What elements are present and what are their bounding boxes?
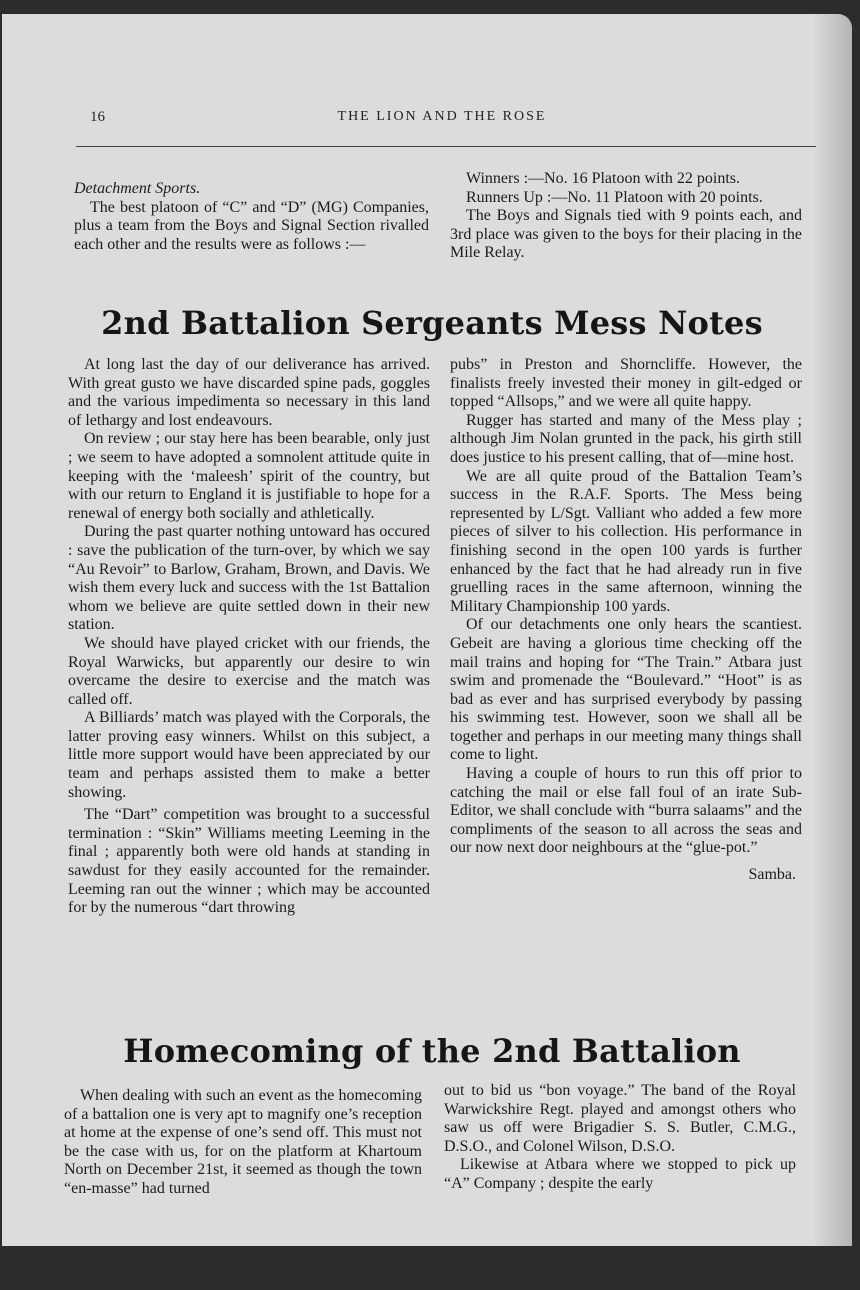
paragraph: A Billiards’ match was played with the Corporals, the latter proving easy winners. Whilst on this subject, a little more support would have been appreciated by our team and perhaps assisted them to make a better showing. <box>68 709 430 801</box>
detachment-sports-left <box>74 180 429 254</box>
homecoming-headline: Homecoming of the 2nd Battalion <box>123 1032 741 1070</box>
mess-notes-right-column <box>450 356 802 885</box>
paragraph: Rugger has started and many of the Mess play ; although Jim Nolan grunted in the pack, his girth still does justice to his present calling, that of—mine host. <box>450 411 802 466</box>
paragraph: pubs” in Preston and Shorncliffe. However, the finalists freely invested their money in gilt-edged or topped “Allsops,” and we were all quite happy. <box>450 356 802 411</box>
page-header <box>62 107 822 131</box>
paragraph: On review ; our stay here has been bearable, only just ; we seem to have adopted a somnolent attitude quite in keeping with the ‘maleesh’ spirit of the country, but with our return to England it is justifiable to hope for a renewal of energy both socially and athletically. <box>68 430 430 522</box>
runners-up-line: Runners Up :—No. 11 Platoon with 20 points. <box>466 188 763 206</box>
paragraph: When dealing with such an event as the homecoming of a battalion one is very apt to magnify one’s reception at home at the expense of one’s send off. This must not be the case with us, for on the platform at Khartoum North on December 21st, it seemed as though the town “en-masse” had turned <box>64 1087 422 1197</box>
paragraph: Likewise at Atbara where we stopped to pick up “A” Company ; despite the early <box>444 1156 796 1192</box>
paragraph: out to bid us “bon voyage.” The band of the Royal Warwickshire Regt. played and amongst others who saw us off were Brigadier S. S. Butler, C.M.G., D.S.O., and Colonel Wilson, D.S.O. <box>444 1082 796 1155</box>
mess-notes-left-column <box>68 356 430 918</box>
detachment-sports-right <box>450 170 802 263</box>
page-number: 16 <box>90 109 105 125</box>
winners-line: Winners :—No. 16 Platoon with 22 points. <box>466 170 741 187</box>
homecoming-right-column <box>444 1082 796 1194</box>
paragraph: The best platoon of “C” and “D” (MG) Companies, plus a team from the Boys and Signal Section rivalled each other and the results were as follows :— <box>74 198 429 253</box>
paragraph: During the past quarter nothing untoward has occured : save the publication of the turn-over, by which we say “Au Revoir” to Barlow, Graham, Brown, and Davis. We wish them every luck and success with the 1st Battalion whom we believe are quite settled down in their new station. <box>68 523 430 634</box>
paragraph: We are all quite proud of the Battalion Team’s success in the R.A.F. Sports. The Mess being represented by L/Sgt. Valliant who added a few more pieces of silver to his collection. His performance in finishing second in the open 100 yards is further enhanced by the fact that he had already run in five gruelling races in the same afternoon, winning the Military Championship 100 yards. <box>450 467 802 615</box>
mess-notes-headline: 2nd Battalion Sergeants Mess Notes <box>101 304 763 342</box>
paragraph: At long last the day of our deliverance has arrived. With great gusto we have discarded spine pads, goggles and the various impedimenta so necessary in this land of lethargy and lost endeavours. <box>68 356 430 429</box>
paragraph: Having a couple of hours to run this off prior to catching the mail or else fall foul of an irate Sub-Editor, we shall conclude with “burra salaams” and the compliments of the season to all across the seas and our now next door neighbours at the “glue-pot.” <box>450 765 802 857</box>
tie-paragraph: The Boys and Signals tied with 9 points each, and 3rd place was given to the boys for their placing in the Mile Relay. <box>450 207 802 262</box>
section-title: Detachment Sports. <box>74 180 201 197</box>
running-title: THE LION AND THE ROSE <box>337 109 547 124</box>
magazine-page <box>2 14 852 1246</box>
signature: Samba. <box>748 866 796 884</box>
header-rule <box>76 146 816 147</box>
paragraph: The “Dart” competition was brought to a successful termination : “Skin” Williams meeting Leeming in the final ; apparently both were old hands at standing in sawdust for they easily accounted for the remainder. Leeming ran out the winner ; which may be accounted for by the numerous “dart throwing <box>68 806 430 917</box>
homecoming-left-column <box>64 1087 422 1199</box>
paragraph: We should have played cricket with our friends, the Royal Warwicks, but apparently our desire to win overcame the desire to exercise and the match was called off. <box>68 634 430 708</box>
paragraph: Of our detachments one only hears the scantiest. Gebeit are having a glorious time checking off the mail trains and hoping for “The Train.” Atbara just swim and promenade the “Boulevard.” “Hoot” is as bad as ever and has surprised everybody by passing his swimming test. However, soon we shall all be together and perhaps in our meeting many things shall come to light. <box>450 616 802 764</box>
